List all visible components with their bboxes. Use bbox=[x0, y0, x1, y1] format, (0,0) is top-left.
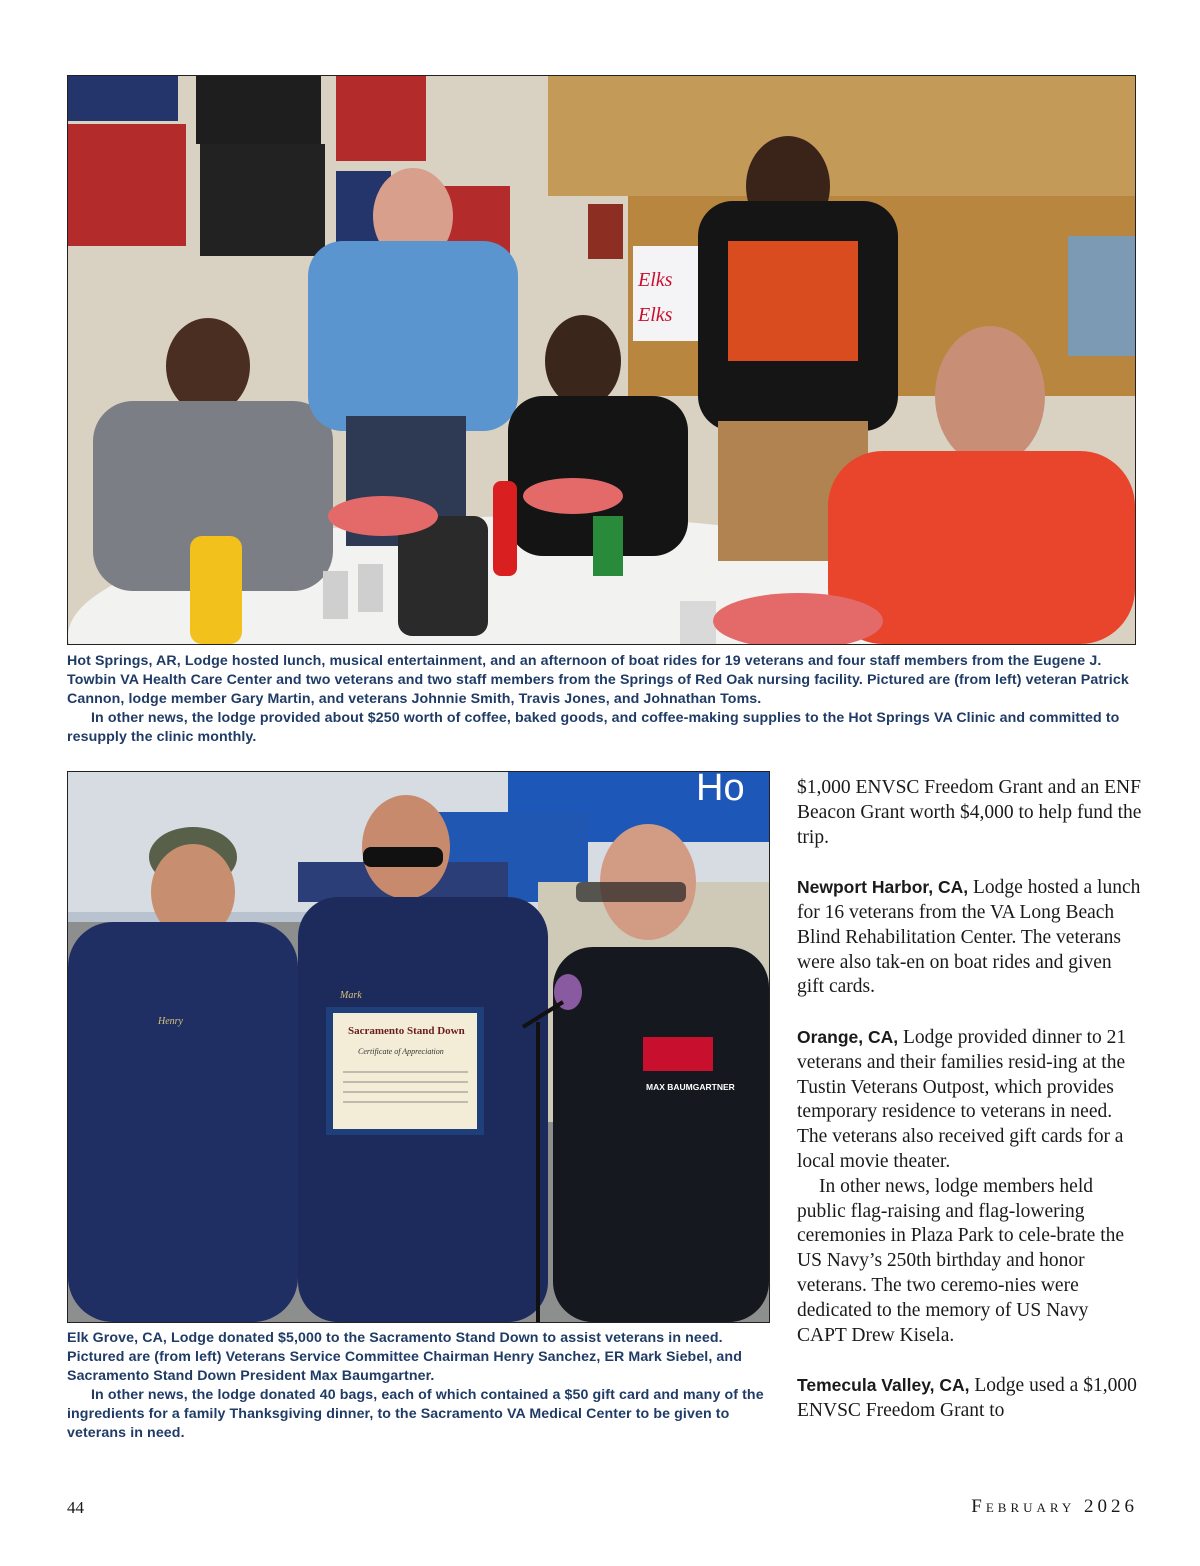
shirt-name-center: Mark bbox=[340, 990, 362, 1001]
svg-text:Elks: Elks bbox=[638, 269, 673, 291]
shirt-name-left: Henry bbox=[158, 1016, 183, 1027]
article-column bbox=[797, 776, 1142, 1424]
article-paragraph-newport bbox=[797, 875, 1142, 1000]
page-number: 44 bbox=[67, 1498, 84, 1517]
hot-springs-photo bbox=[67, 75, 1136, 645]
elk-grove-caption bbox=[67, 1329, 767, 1443]
caption-paragraph: In other news, the lodge donated 40 bags, each of which contained a $50 gift card and many of the ingredients for a family Thanksgiving dinner, to the Sacramento VA Medical Center to be given to veterans in need. bbox=[67, 1387, 764, 1441]
article-paragraph: $1,000 ENVSC Freedom Grant and an ENF Beacon Grant worth $4,000 to help fund the trip. bbox=[797, 777, 1142, 848]
article-paragraph-orange bbox=[797, 1025, 1142, 1175]
paragraph-text: Lodge provided dinner to 21 veterans and their families resid-ing at the Tustin Veterans Outpost, which provides temporary residence to veterans in need. The veterans also received gift cards for a local movie theater. bbox=[797, 1026, 1127, 1172]
tent-sign-text: Ho bbox=[696, 772, 745, 809]
caption-text: Lodge hosted lunch, musical entertainment, and an afternoon of boat rides for 19 veterans and four staff members from the Eugene J. Towbin VA Health Care Center and two veterans and two staff members from the Springs of Red Oak nursing facility. Pictured are (from left) veteran Patrick Cannon, lodge member Gary Martin, and veterans Johnnie Smith, Travis Jones, and Johnathan Toms. bbox=[67, 653, 1129, 707]
issue-date: February 2026 bbox=[971, 1496, 1138, 1517]
paragraph-text: Lodge used a $1,000 ENVSC Freedom Grant to bbox=[797, 1375, 1137, 1421]
elk-grove-photo-illustration bbox=[68, 772, 769, 1322]
hot-springs-photo-illustration bbox=[68, 76, 1135, 644]
certificate-subtitle: Certificate of Appreciation bbox=[358, 1047, 444, 1056]
svg-text:Elks: Elks bbox=[638, 304, 673, 326]
name-badge-text: MAX BAUMGARTNER bbox=[646, 1082, 735, 1092]
place-name: Temecula Valley, CA, bbox=[797, 1375, 970, 1396]
caption-paragraph: In other news, the lodge provided about $250 worth of coffee, baked goods, and coffee-making supplies to the Hot Springs VA Clinic and committed to resupply the clinic monthly. bbox=[67, 710, 1120, 745]
hot-springs-caption bbox=[67, 652, 1137, 747]
caption-lead: Elk Grove, CA, bbox=[67, 1330, 167, 1346]
paragraph-text: Lodge hosted a lunch for 16 veterans from the VA Long Beach Blind Rehabilitation Center. The veterans were also tak-en on boat rides and given gift cards. bbox=[797, 877, 1141, 998]
caption-lead: Hot Springs, AR, bbox=[67, 653, 181, 669]
place-name: Orange, CA, bbox=[797, 1026, 899, 1047]
article-paragraph-temecula bbox=[797, 1373, 1142, 1424]
elk-grove-photo bbox=[67, 771, 770, 1323]
place-name: Newport Harbor, CA, bbox=[797, 877, 969, 898]
article-paragraph: In other news, lodge members held public flag-raising and flag-lowering ceremonies in Plaza Park to cele-brate the US Navy’s 250th birthday and honor veterans. The two ceremo-nies were dedicated to the memory of US Navy CAPT Drew Kisela. bbox=[797, 1175, 1125, 1346]
certificate-title: Sacramento Stand Down bbox=[348, 1025, 465, 1037]
caption-text: Lodge donated $5,000 to the Sacramento Stand Down to assist veterans in need. Pictured are (from left) Veterans Service Committee Chairman Henry Sanchez, ER Mark Siebel, and Sacramento Stand Down President Max Baumgartner. bbox=[67, 1330, 742, 1384]
